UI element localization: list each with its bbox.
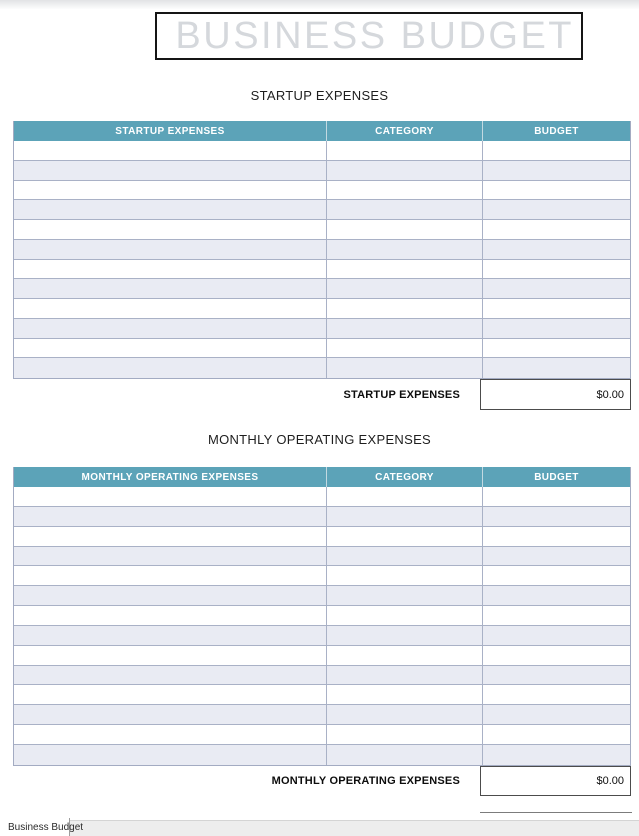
table-cell <box>14 745 326 765</box>
table-cell <box>14 646 326 665</box>
table-cell <box>482 141 630 160</box>
startup-total-row <box>13 379 631 410</box>
table-row <box>14 161 630 181</box>
table-row <box>14 666 630 686</box>
monthly-operating-expenses-table <box>13 467 631 766</box>
table-cell <box>14 279 326 298</box>
column-header-category: CATEGORY <box>326 121 482 141</box>
table-cell <box>482 566 630 585</box>
table-row <box>14 141 630 161</box>
table-row <box>14 181 630 201</box>
table-row <box>14 299 630 319</box>
table-cell <box>14 527 326 546</box>
table-cell <box>482 725 630 744</box>
column-header-startup-expenses: STARTUP EXPENSES <box>115 125 225 137</box>
table-cell <box>326 666 482 685</box>
table-cell <box>482 586 630 605</box>
table-cell <box>326 507 482 526</box>
table-row <box>14 220 630 240</box>
table-cell <box>14 705 326 724</box>
sheet-tab-label: Business Budget <box>8 821 84 833</box>
table-cell <box>14 725 326 744</box>
table-row <box>14 566 630 586</box>
table-row <box>14 279 630 299</box>
table-cell <box>14 240 326 259</box>
column-header-budget: BUDGET <box>482 121 630 141</box>
table-row <box>14 745 630 765</box>
sheet-tab-bar <box>0 818 639 836</box>
startup-expenses-table <box>13 121 631 379</box>
table-row <box>14 685 630 705</box>
table-cell <box>482 685 630 704</box>
table-cell <box>482 527 630 546</box>
table-cell <box>326 586 482 605</box>
table-cell <box>482 260 630 279</box>
table-row <box>14 339 630 359</box>
table-row <box>14 606 630 626</box>
table-row <box>14 200 630 220</box>
table-row <box>14 705 630 725</box>
table-cell <box>482 358 630 378</box>
table-row <box>14 240 630 260</box>
table-cell <box>14 319 326 338</box>
table-row <box>14 358 630 378</box>
table-cell <box>326 240 482 259</box>
table-cell <box>482 666 630 685</box>
table-cell <box>14 566 326 585</box>
table-row <box>14 319 630 339</box>
table-cell <box>326 161 482 180</box>
table-cell <box>482 299 630 318</box>
table-cell <box>14 547 326 566</box>
table-cell <box>326 319 482 338</box>
table-cell <box>326 339 482 358</box>
table-cell <box>326 606 482 625</box>
monthly-total-value: $0.00 <box>480 766 631 796</box>
table-cell <box>326 279 482 298</box>
section-heading-startup: STARTUP EXPENSES <box>250 88 389 103</box>
title-box <box>155 12 583 60</box>
table-cell <box>482 745 630 765</box>
column-header-monthly-operating-expenses: MONTHLY OPERATING EXPENSES <box>81 471 259 483</box>
table-cell <box>482 487 630 506</box>
table-cell <box>14 220 326 239</box>
table-row <box>14 725 630 745</box>
table-cell <box>14 200 326 219</box>
table-cell <box>326 200 482 219</box>
table-cell <box>326 685 482 704</box>
table-cell <box>14 260 326 279</box>
table-cell <box>326 358 482 378</box>
table-cell <box>482 606 630 625</box>
column-header-budget: BUDGET <box>482 467 630 487</box>
table-row <box>14 527 630 547</box>
table-cell <box>482 181 630 200</box>
startup-total-label: STARTUP EXPENSES <box>343 388 460 401</box>
table-cell <box>482 646 630 665</box>
table-cell <box>482 339 630 358</box>
table-cell <box>482 240 630 259</box>
table-header-row <box>14 467 630 487</box>
table-cell <box>482 220 630 239</box>
table-cell <box>482 279 630 298</box>
table-cell <box>326 299 482 318</box>
table-cell <box>326 487 482 506</box>
table-body <box>14 141 630 378</box>
monthly-total-row <box>13 766 631 796</box>
table-row <box>14 646 630 666</box>
monthly-total-label: MONTHLY OPERATING EXPENSES <box>271 775 460 787</box>
table-cell <box>14 666 326 685</box>
next-cell-top-border <box>480 812 632 813</box>
table-cell <box>326 566 482 585</box>
page-top-shadow <box>0 0 639 9</box>
table-cell <box>482 507 630 526</box>
table-row <box>14 547 630 567</box>
table-cell <box>326 260 482 279</box>
table-cell <box>326 527 482 546</box>
table-row <box>14 507 630 527</box>
table-row <box>14 586 630 606</box>
section-heading-monthly: MONTHLY OPERATING EXPENSES <box>207 432 432 447</box>
table-cell <box>326 626 482 645</box>
table-cell <box>14 685 326 704</box>
table-cell <box>482 705 630 724</box>
table-cell <box>326 705 482 724</box>
table-cell <box>482 626 630 645</box>
table-cell <box>326 646 482 665</box>
table-cell <box>326 220 482 239</box>
table-cell <box>14 358 326 378</box>
table-row <box>14 487 630 507</box>
table-cell <box>326 181 482 200</box>
table-cell <box>14 626 326 645</box>
table-cell <box>326 141 482 160</box>
sheet-tab-business-budget[interactable] <box>0 818 84 836</box>
startup-total-value: $0.00 <box>480 379 631 410</box>
table-cell <box>14 487 326 506</box>
table-cell <box>14 339 326 358</box>
table-cell <box>14 299 326 318</box>
table-cell <box>326 725 482 744</box>
table-cell <box>14 181 326 200</box>
table-cell <box>326 745 482 765</box>
table-body <box>14 487 630 765</box>
table-cell <box>326 547 482 566</box>
table-cell <box>14 141 326 160</box>
table-row <box>14 626 630 646</box>
table-cell <box>482 319 630 338</box>
column-header-category: CATEGORY <box>326 467 482 487</box>
table-cell <box>14 161 326 180</box>
table-cell <box>482 547 630 566</box>
table-header-row <box>14 121 630 141</box>
page-title: BUSINESS BUDGET <box>175 14 574 57</box>
table-cell <box>14 507 326 526</box>
table-cell <box>482 200 630 219</box>
table-cell <box>14 586 326 605</box>
table-cell <box>14 606 326 625</box>
table-cell <box>482 161 630 180</box>
tab-strip-background <box>70 820 639 836</box>
table-row <box>14 260 630 280</box>
